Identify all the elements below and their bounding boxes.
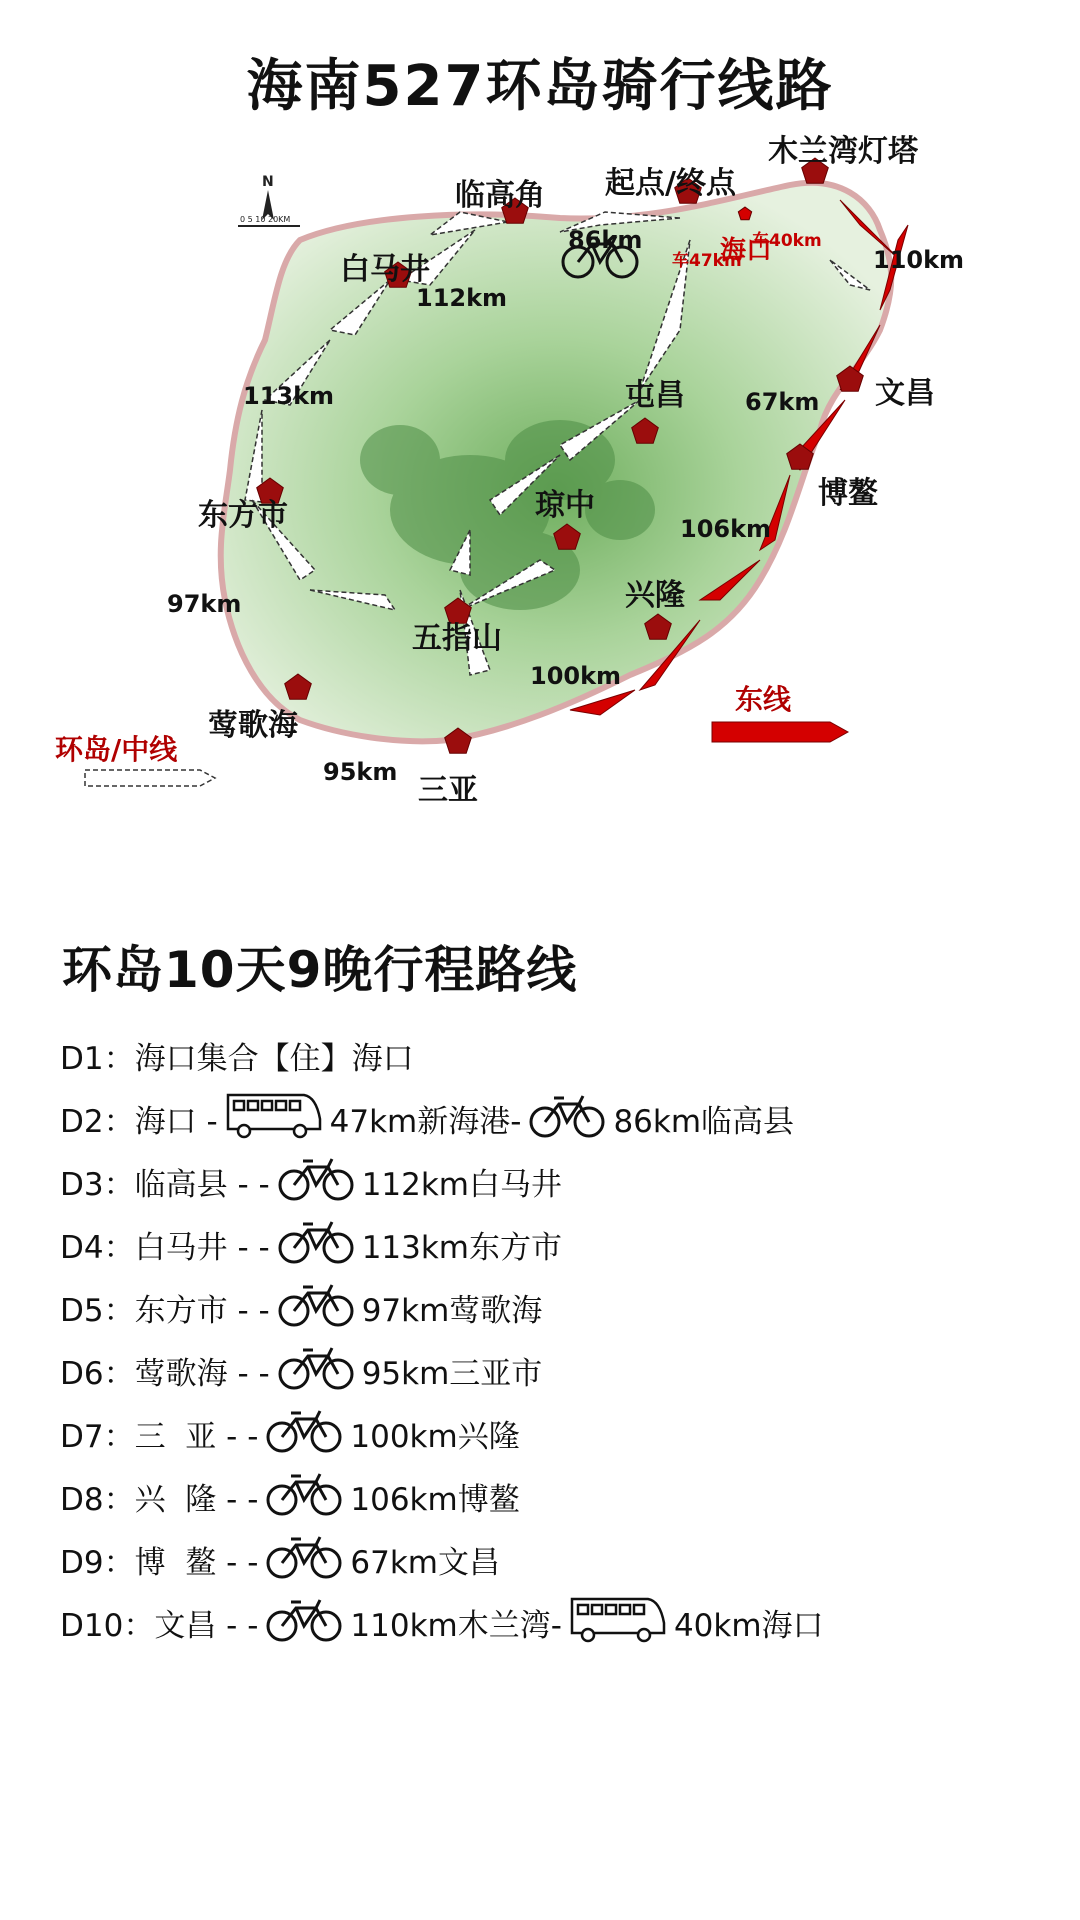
legend-east-label: 东线 [735,683,792,716]
label-mulanwan: 木兰湾灯塔 [768,134,918,169]
page-title: 海南527环岛骑行线路 [246,54,834,119]
label-boao: 博鳌 [818,476,878,511]
day-text: 110km木兰湾- [350,1608,562,1644]
day-label: D1： [60,1041,135,1077]
day-text: 三 亚 - - [134,1419,259,1455]
label-wuzhishan: 五指山 [412,621,502,656]
itinerary-day-8 [60,1465,1060,1528]
bike-icon [527,1092,607,1146]
bike-icon [264,1407,344,1461]
itinerary-list [60,1024,1060,1654]
bike-icon [276,1155,356,1209]
label-yinggehai: 莺歌海 [208,708,298,743]
itinerary-day-7 [60,1402,1060,1465]
day-label: D9： [60,1545,135,1581]
itinerary-title: 环岛10天9晚行程路线 [62,941,578,999]
label-dist-100: 100km [530,662,622,690]
day-label: D10： [60,1608,155,1644]
bike-icon [276,1281,356,1335]
day-text: 海口 - [134,1104,218,1140]
day-text: 40km海口 [673,1608,824,1644]
legend-loop-arrow [85,770,215,786]
day-label: D2： [60,1104,135,1140]
label-qiongzhong: 琼中 [535,488,595,523]
svg-text:N: N [262,174,274,190]
day-text: 86km临高县 [613,1104,795,1140]
label-dist-86: 86km [568,226,643,254]
itinerary-day-5 [60,1276,1060,1339]
label-lingaojiao: 临高角 [455,178,545,213]
itinerary-day-6 [60,1339,1060,1402]
day-text: 47km新海港- [329,1104,522,1140]
label-dist-95: 95km [323,758,398,786]
day-text: 临高县 - - [134,1167,270,1203]
day-text: 100km兴隆 [350,1419,520,1455]
label-car-47: 车47km [672,251,742,271]
day-label: D5： [60,1293,135,1329]
label-start-end: 起点/终点 [605,166,736,201]
itinerary-day-1 [60,1024,1060,1087]
label-dist-110: 110km [873,246,965,274]
label-haikou: 海口 [720,236,773,266]
itinerary-day-9 [60,1528,1060,1591]
itinerary-day-3 [60,1150,1060,1213]
label-tunchang: 屯昌 [625,378,685,413]
compass-icon [238,174,300,226]
day-text: 文昌 - - [154,1608,259,1644]
day-text: 博 鳌 - - [134,1545,259,1581]
day-text: 95km三亚市 [361,1356,543,1392]
label-dist-97: 97km [167,590,242,618]
bike-icon [276,1344,356,1398]
day-text: 67km文昌 [350,1545,500,1581]
day-text: 白马井 - - [134,1230,270,1266]
itinerary-day-4 [60,1213,1060,1276]
itinerary-day-10 [60,1591,1060,1654]
day-text: 兴 隆 - - [134,1482,259,1518]
map-canvas [0,130,1080,810]
day-label: D3： [60,1167,135,1203]
day-label: D8： [60,1482,135,1518]
day-text: 莺歌海 - - [134,1356,270,1392]
legend-east-arrow [712,722,848,742]
label-dist-67: 67km [745,388,820,416]
day-text: 97km莺歌海 [361,1293,543,1329]
day-label: D6： [60,1356,135,1392]
label-wenchang: 文昌 [875,376,935,411]
label-dist-112: 112km [416,284,508,312]
bike-icon [264,1596,344,1650]
label-sanya: 三亚 [418,773,478,808]
bike-icon [264,1533,344,1587]
itinerary-day-2 [60,1087,1060,1150]
bike-icon [264,1470,344,1524]
label-car-40: 车40km [752,231,822,251]
bus-icon [568,1593,668,1653]
hainan-route-map [0,130,1080,810]
label-dongfang: 东方市 [198,498,288,533]
day-text: 东方市 - - [134,1293,270,1329]
bus-icon [224,1089,324,1149]
bike-icon [276,1218,356,1272]
legend-loop-label: 环岛/中线 [55,733,178,766]
label-baimajing: 白马井 [340,252,430,287]
day-label: D4： [60,1230,135,1266]
day-label: D7： [60,1419,135,1455]
day-text: 106km博鳌 [350,1482,520,1518]
label-xinglong: 兴隆 [625,578,685,613]
label-dist-113: 113km [243,382,335,410]
day-text: 113km东方市 [361,1230,563,1266]
day-text: 海口集合【住】海口 [134,1041,414,1077]
label-dist-106: 106km [680,515,772,543]
day-text: 112km白马井 [361,1167,563,1203]
svg-text:0 5 10 20KM: 0 5 10 20KM [240,215,291,224]
